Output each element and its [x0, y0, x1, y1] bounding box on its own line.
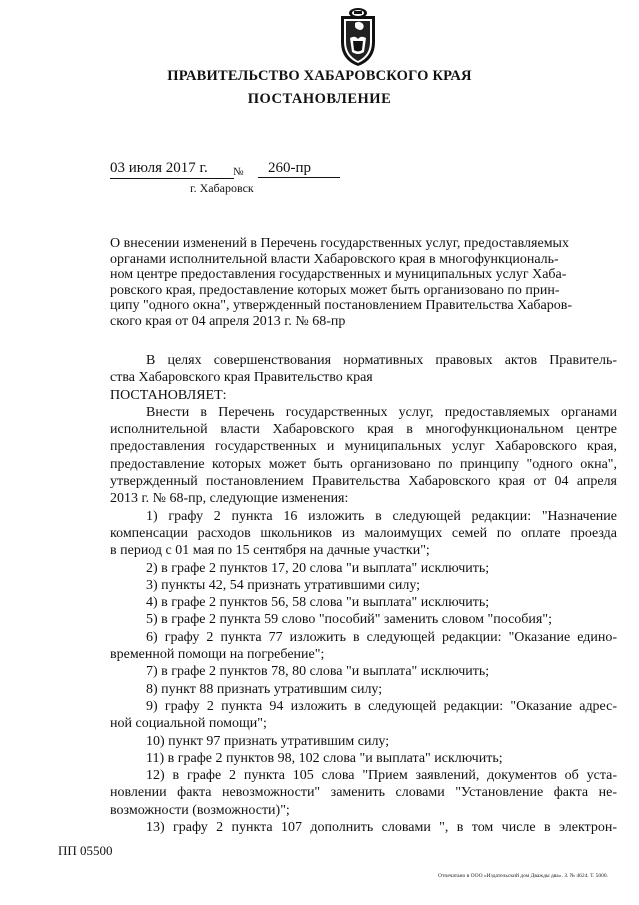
- document-date: 03 июля 2017 г.: [110, 160, 234, 179]
- body-line: утвержденный постановлением Правительства Хабаровского края от 04 апреля: [110, 474, 617, 490]
- body-line: предоставление которых может быть организовано по принципу "одного окна",: [110, 456, 617, 472]
- body-line: 9) графу 2 пункта 94 изложить в следующей редакции: "Оказание адрес-: [146, 698, 617, 714]
- body-line: компенсации расходов школьников из малоимущих семей по оплате проезда: [110, 525, 617, 541]
- body-line: Внести в Перечень государственных услуг, предоставляемых органами: [146, 404, 617, 420]
- body-line: в период с 01 мая по 15 сентября на дачные участки";: [110, 543, 430, 559]
- document-subject: [110, 236, 617, 329]
- body-line: 2) в графе 2 пунктов 17, 20 слова "и выплата" исключить;: [146, 560, 490, 576]
- document-type: ПОСТАНОВЛЕНИЕ: [247, 91, 392, 107]
- government-title: ПРАВИТЕЛЬСТВО ХАБАРОВСКОГО КРАЯ: [167, 68, 472, 84]
- subject-line: органами исполнительной власти Хабаровского края в многофункциональ-: [110, 251, 559, 267]
- number-sign: №: [233, 166, 244, 178]
- body-line: 3) пункты 42, 54 признать утратившими силу;: [146, 577, 421, 593]
- body-line: 12) в графе 2 пункта 105 слова "Прием заявлений, документов об уста-: [146, 768, 617, 784]
- body-line: В целях совершенствования нормативных правовых актов Правитель-: [146, 353, 617, 368]
- document-city: г. Хабаровск: [190, 181, 254, 195]
- subject-line: ципу "одного окна", утвержденный постановлением Правительства Хабаров-: [110, 298, 573, 313]
- body-line: исполнительной власти Хабаровского края в многофункциональном центре: [110, 422, 617, 438]
- document-body: [110, 352, 617, 836]
- body-line: 8) пункт 88 признать утратившим силу;: [146, 681, 383, 697]
- printer-imprint: Отпечатано в ООО «Издательский дом Дважды два». З. № 4624. Т. 5000.: [438, 873, 609, 879]
- body-line: 13) графу 2 пункта 107 дополнить словами ", в том числе в электрон-: [146, 820, 617, 836]
- document-number: 260-пр: [258, 160, 340, 178]
- body-line: 10) пункт 97 признать утратившим силу;: [146, 733, 390, 749]
- body-line: 4) в графе 2 пунктов 56, 58 слова "и выплата" исключить;: [146, 595, 490, 611]
- body-line: 1) графу 2 пункта 16 изложить в следующей редакции: "Назначение: [146, 508, 617, 524]
- coat-of-arms-icon: [333, 8, 383, 68]
- body-line: возможности (возможности)";: [110, 802, 290, 818]
- subject-line: ровского края, предоставление которых может быть организовано по прин-: [110, 282, 560, 298]
- subject-line: ского края от 04 апреля 2013 г. № 68-пр: [110, 313, 346, 329]
- body-line: ства Хабаровского края Правительство края: [110, 370, 373, 386]
- body-line: 11) в графе 2 пунктов 98, 102 слова "и выплата" исключить;: [146, 750, 503, 766]
- body-line: временной помощи на погребение";: [110, 647, 325, 663]
- body-line: ной социальной помощи";: [110, 716, 267, 732]
- body-line: предоставления государственных и муниципальных услуг Хабаровского края,: [110, 439, 617, 455]
- document-code: ПП 05500: [58, 843, 113, 858]
- subject-line: ном центре предоставления государственных и муниципальных услуг Хаба-: [110, 267, 567, 282]
- body-line: 6) графу 2 пункта 77 изложить в следующей редакции: "Оказание едино-: [146, 629, 617, 645]
- subject-line: О внесении изменений в Перечень государственных услуг, предоставляемых: [110, 236, 569, 251]
- body-line: новлении факта невозможности" заменить словами "Установление факта не-: [110, 785, 617, 801]
- body-line: ПОСТАНОВЛЯЕТ:: [110, 387, 227, 403]
- body-line: 5) в графе 2 пункта 59 слово "пособий" заменить словом "пособия";: [146, 612, 552, 628]
- body-line: 7) в графе 2 пунктов 78, 80 слова "и выплата" исключить;: [146, 664, 490, 680]
- body-line: 2013 г. № 68-пр, следующие изменения:: [110, 491, 349, 507]
